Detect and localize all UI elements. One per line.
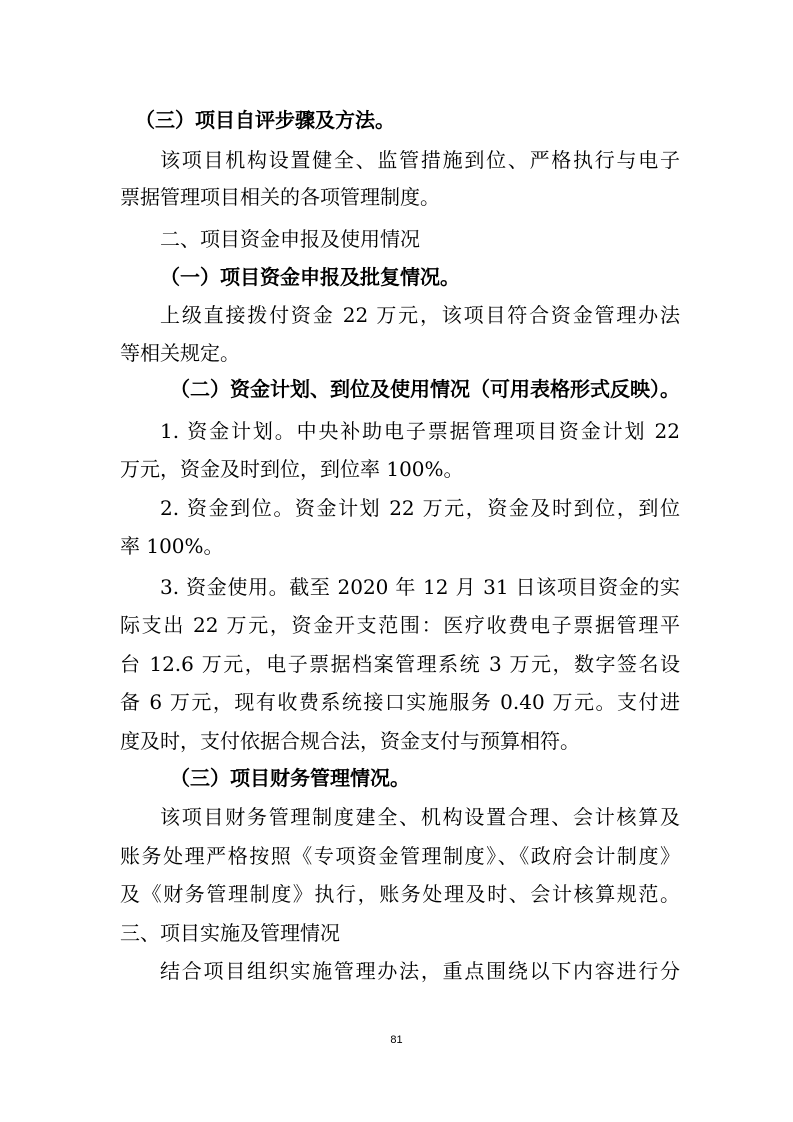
paragraph-line: 票据管理项目相关的各项管理制度。: [120, 185, 440, 209]
paragraph-line: 账务处理严格按照《专项资金管理制度》、《政府会计制度》: [120, 844, 680, 868]
chapter-heading-funds: 二、项目资金申报及使用情况: [160, 227, 420, 251]
section-heading-self-evaluation: （三）项目自评步骤及方法。: [135, 108, 395, 132]
paragraph-line: 率 100%。: [120, 534, 224, 558]
chapter-heading-implementation: 三、项目实施及管理情况: [120, 921, 340, 945]
paragraph-line: 及《财务管理制度》执行，账务处理及时、会计核算规范。: [120, 882, 680, 906]
paragraph-line: 台 12.6 万元，电子票据档案管理系统 3 万元，数字签名设: [120, 652, 680, 676]
paragraph-line: 等相关规定。: [120, 341, 240, 365]
section-heading-fund-plan: （二）资金计划、到位及使用情况（可用表格形式反映）。: [170, 377, 680, 401]
paragraph-line: 该项目机构设置健全、监管措施到位、严格执行与电子: [160, 148, 680, 172]
paragraph-line: 3. 资金使用。截至 2020 年 12 月 31 日该项目资金的实: [160, 575, 680, 599]
page-number: 81: [390, 1034, 403, 1046]
section-heading-fund-application: （一）项目资金申报及批复情况。: [160, 265, 460, 289]
paragraph-line: 1. 资金计划。中央补助电子票据管理项目资金计划 22: [160, 419, 680, 443]
paragraph-line: 上级直接拨付资金 22 万元，该项目符合资金管理办法: [160, 303, 680, 327]
section-heading-financial-management: （三）项目财务管理情况。: [170, 766, 410, 790]
paragraph-line: 该项目财务管理制度建全、机构设置合理、会计核算及: [160, 805, 680, 829]
paragraph-line: 结合项目组织实施管理办法，重点围绕以下内容进行分: [160, 959, 680, 983]
paragraph-line: 度及时，支付依据合规合法，资金支付与预算相符。: [120, 729, 580, 753]
paragraph-line: 万元，资金及时到位，到位率 100%。: [120, 457, 464, 481]
paragraph-line: 2. 资金到位。资金计划 22 万元，资金及时到位，到位: [160, 496, 680, 520]
paragraph-line: 备 6 万元，现有收费系统接口实施服务 0.40 万元。支付进: [120, 690, 680, 714]
paragraph-line: 际支出 22 万元，资金开支范围：医疗收费电子票据管理平: [120, 613, 680, 637]
